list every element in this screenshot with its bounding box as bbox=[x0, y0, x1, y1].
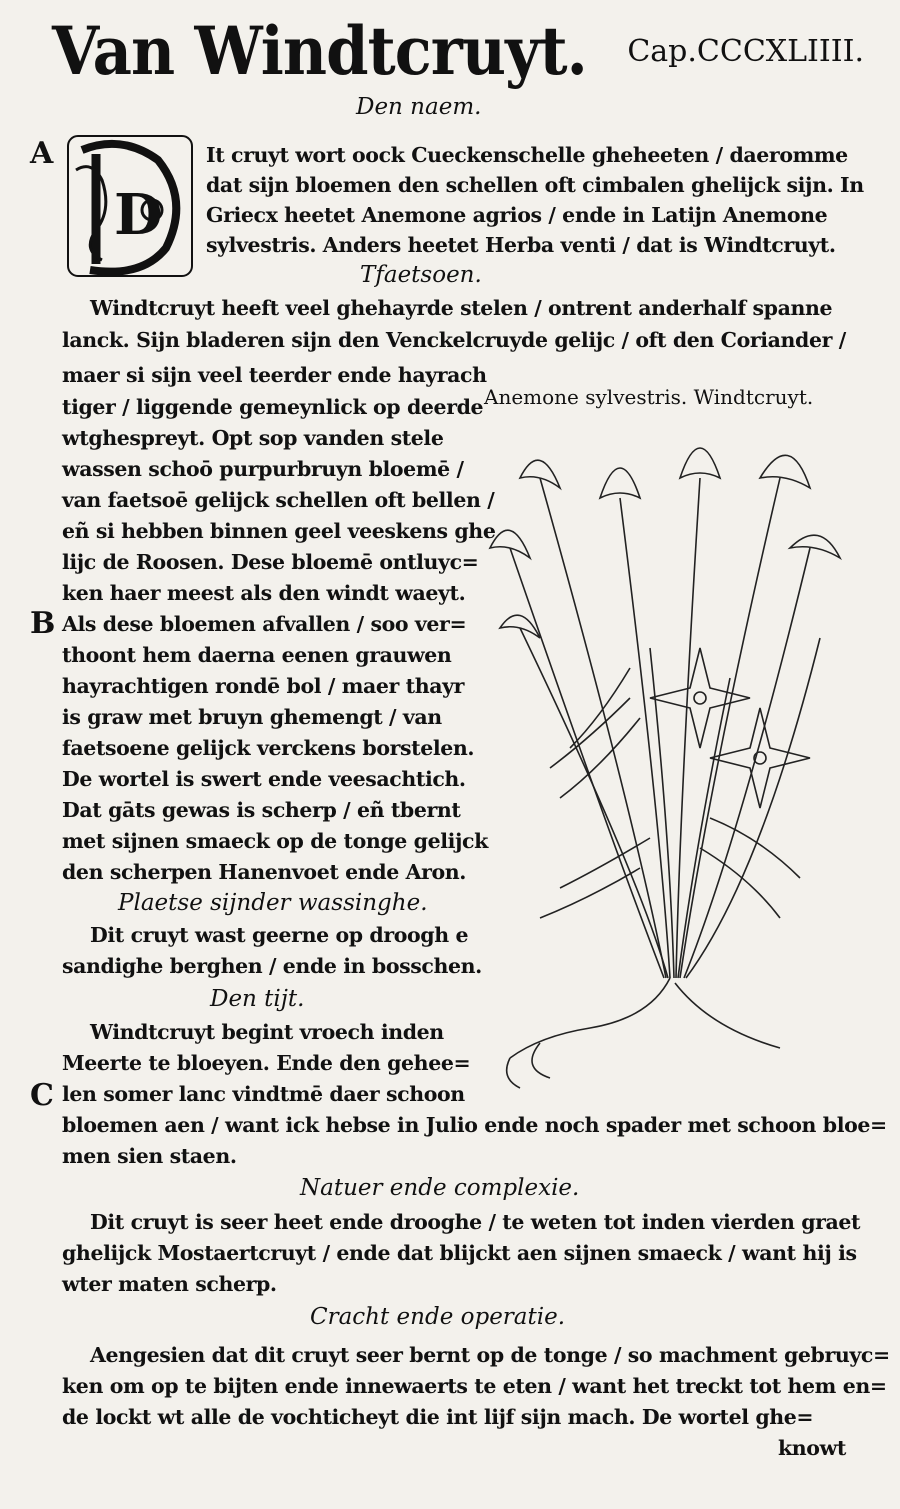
text-line: thoont hem daerna eenen grauwen bbox=[62, 643, 452, 667]
text-line: faetsoene gelijck verckens borstelen. bbox=[62, 736, 475, 760]
text-line: De wortel is swert ende veesachtich. bbox=[62, 767, 466, 791]
text-line: de lockt wt alle de vochticheyt die int lijf sijn mach. De wortel ghe= bbox=[62, 1405, 814, 1429]
margin-letter-c: C bbox=[30, 1078, 54, 1113]
text-line: den scherpen Hanenvoet ende Aron. bbox=[62, 860, 467, 884]
text-line: sandighe berghen / ende in bosschen. bbox=[62, 954, 482, 978]
text-line: Griecx heetet Anemone agrios / ende in Latijn Anemone bbox=[206, 203, 828, 227]
decorated-initial-letter bbox=[62, 130, 198, 282]
text-line: men sien staen. bbox=[62, 1144, 237, 1168]
chapter-number: Cap.CCCXLIIII. bbox=[627, 34, 864, 69]
text-line: Windtcruyt heeft veel ghehayrde stelen / ontrent anderhalf spanne bbox=[90, 296, 833, 320]
text-line: lijc de Roosen. Dese bloemē ontluyc= bbox=[62, 550, 479, 574]
text-line: sylvestris. Anders heetet Herba venti / dat is Windtcruyt. bbox=[206, 233, 836, 257]
text-line: Windtcruyt begint vroech inden bbox=[90, 1020, 444, 1044]
text-line: wtghespreyt. Opt sop vanden stele bbox=[62, 426, 444, 450]
margin-letter-b: B bbox=[30, 606, 56, 641]
windflower-woodcut-illustration bbox=[480, 418, 860, 1098]
text-line: Meerte te bloeyen. Ende den gehee= bbox=[62, 1051, 471, 1075]
text-line: wassen schoō purpurbruyn bloemē / bbox=[62, 457, 464, 481]
text-line: bloemen aen / want ick hebse in Julio ende noch spader met schoon bloe= bbox=[62, 1113, 887, 1137]
figure-caption: Anemone sylvestris. Windtcruyt. bbox=[484, 385, 814, 409]
text-line: Dit cruyt wast geerne op droogh e bbox=[90, 923, 469, 947]
text-line: eñ si hebben binnen geel veeskens ghe bbox=[62, 519, 496, 543]
text-line: ghelijck Mostaertcruyt / ende dat blijckt aen sijnen smaeck / want hij is bbox=[62, 1241, 857, 1265]
text-line: lanck. Sijn bladeren sijn den Venckelcruyde gelijc / oft den Coriander / bbox=[62, 328, 846, 352]
section-heading-naem: Den naem. bbox=[356, 94, 482, 120]
text-line: It cruyt wort oock Cueckenschelle gheheeten / daeromme bbox=[206, 143, 848, 167]
margin-letter-a: A bbox=[30, 136, 54, 171]
text-line: Dit cruyt is seer heet ende drooghe / te weten tot inden vierden graet bbox=[90, 1210, 861, 1234]
page-title: Van Windtcruyt. bbox=[52, 12, 587, 90]
svg-text:D: D bbox=[114, 182, 163, 248]
section-heading-faetsoen: Tfaetsoen. bbox=[360, 262, 482, 288]
text-line: hayrachtigen rondē bol / maer thayr bbox=[62, 674, 465, 698]
text-line: van faetsoē gelijck schellen oft bellen / bbox=[62, 488, 495, 512]
text-line: ken haer meest als den windt waeyt. bbox=[62, 581, 466, 605]
text-line: wter maten scherp. bbox=[62, 1272, 277, 1296]
text-line: is graw met bruyn ghemengt / van bbox=[62, 705, 442, 729]
text-line: Dat gāts gewas is scherp / eñ tbernt bbox=[62, 798, 461, 822]
text-line: dat sijn bloemen den schellen oft cimbalen ghelijck sijn. In bbox=[206, 173, 864, 197]
text-line: ken om op te bijten ende innewaerts te eten / want het treckt tot hem en= bbox=[62, 1374, 887, 1398]
text-line: met sijnen smaeck op de tonge gelijck bbox=[62, 829, 488, 853]
section-heading-natuer: Natuer ende complexie. bbox=[300, 1175, 580, 1201]
section-heading-cracht: Cracht ende operatie. bbox=[310, 1304, 566, 1330]
section-heading-tijt: Den tijt. bbox=[210, 986, 305, 1012]
text-line: maer si sijn veel teerder ende hayrach bbox=[62, 363, 487, 387]
text-line: tiger / liggende gemeynlick op deerde bbox=[62, 395, 484, 419]
text-line: len somer lanc vindtmē daer schoon bbox=[62, 1082, 465, 1106]
catchword: knowt bbox=[778, 1436, 846, 1460]
text-line: Als dese bloemen afvallen / soo ver= bbox=[62, 612, 467, 636]
section-heading-plaetse: Plaetse sijnder wassinghe. bbox=[118, 890, 428, 916]
text-line: Aengesien dat dit cruyt seer bernt op de tonge / so machment gebruyc= bbox=[90, 1343, 890, 1367]
